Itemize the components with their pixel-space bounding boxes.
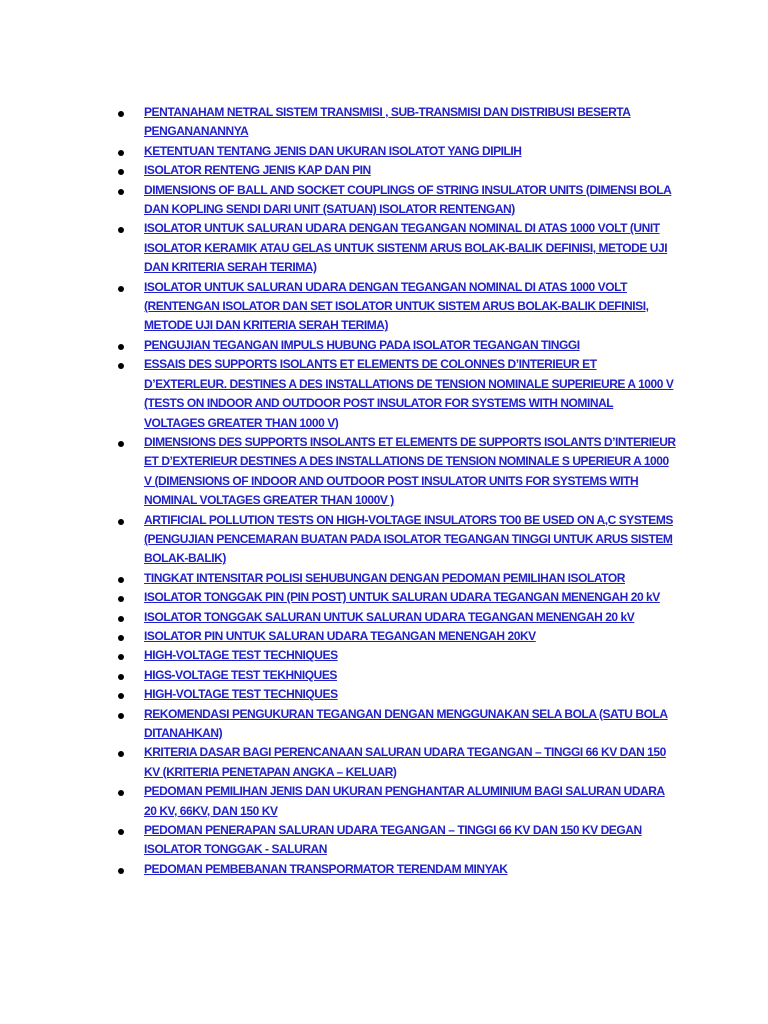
list-link[interactable]: DIMENSIONS OF BALL AND SOCKET COUPLINGS OF STRING INSULATOR UNITS (DIMENSI BOLA DAN KOPLING SENDI DARI UNIT (SATUAN) ISOLATOR RENTENGAN) (144, 182, 672, 217)
list-item (116, 782, 676, 821)
list-link[interactable]: PENTANAHAM NETRAL SISTEM TRANSMISI , SUB-TRANSMISI DAN DISTRIBUSI BESERTA PENGANANANNYA (144, 105, 631, 139)
list-item (116, 821, 676, 860)
list-item (116, 433, 676, 511)
bullet-icon (118, 363, 124, 369)
bullet-icon (118, 616, 124, 622)
list-item (116, 860, 676, 879)
bullet-icon (118, 596, 124, 602)
bullet-icon (118, 790, 124, 796)
list-link[interactable]: ESSAIS DES SUPPORTS ISOLANTS ET ELEMENTS DE COLONNES D’INTERIEUR ET D’EXTERLEUR. DESTINES A DES INSTALLATIONS DE TENSION NOMINALE SUPERIEURE A 1000 V (TESTS ON INDOOR AND OUTDOOR POST INSULATOR FOR SYSTEMS WITH NOMINAL VOLTAGES GREATER THAN 1000 V) (144, 357, 674, 430)
list-link[interactable]: ARTIFICIAL POLLUTION TESTS ON HIGH-VOLTAGE INSULATORS TO0 BE USED ON A,C SYSTEMS (PENGUJIAN PENCEMARAN BUATAN PADA ISOLATOR TEGANGAN TINGGI UNTUK ARUS SISTEM BOLAK-BALIK) (144, 512, 673, 566)
list-item (116, 142, 676, 161)
list-link[interactable]: PEDOMAN PEMILIHAN JENIS DAN UKURAN PENGHANTAR ALUMINIUM BAGI SALURAN UDARA 20 KV, 66KV, DAN 150 KV (144, 784, 665, 818)
list-link[interactable]: ISOLATOR RENTENG JENIS KAP DAN PIN (144, 163, 371, 178)
list-link[interactable]: ISOLATOR UNTUK SALURAN UDARA DENGAN TEGANGAN NOMINAL DI ATAS 1000 VOLT (RENTENGAN ISOLATOR DAN SET ISOLATOR UNTUK SISTEM ARUS BOLAK-BALIK DEFINISI, METODE UJI DAN KRITERIA SERAH TERIMA) (144, 279, 649, 333)
list-item (116, 646, 676, 665)
bullet-icon (118, 169, 124, 175)
bullet-icon (118, 286, 124, 292)
bullet-icon (118, 674, 124, 680)
standards-link-list (116, 103, 676, 879)
bullet-icon (118, 635, 124, 641)
list-item (116, 666, 676, 685)
list-item (116, 569, 676, 588)
list-item (116, 743, 676, 782)
list-link[interactable]: DIMENSIONS DES SUPPORTS INSOLANTS ET ELEMENTS DE SUPPORTS ISOLANTS D’INTERIEUR ET D’EXTERIEUR DESTINES A DES INSTALLATIONS DE TENSION NOMINALE S UPERIEUR A 1000 V (DIMENSIONS OF INDOOR AND OUTDOOR POST INSULATOR UNITS FOR SYSTEMS WITH NOMINAL VOLTAGES GREATER THAN 1000V ) (144, 434, 676, 508)
list-link[interactable]: HIGH-VOLTAGE TEST TECHNIQUES (144, 648, 338, 663)
list-item (116, 219, 676, 277)
bullet-icon (118, 441, 124, 447)
list-link[interactable]: PENGUJIAN TEGANGAN IMPULS HUBUNG PADA ISOLATOR TEGANGAN TINGGI (144, 337, 580, 352)
list-link[interactable]: TINGKAT INTENSITAR POLISI SEHUBUNGAN DENGAN PEDOMAN PEMILIHAN ISOLATOR (144, 570, 625, 585)
bullet-icon (118, 150, 124, 156)
list-item (116, 511, 676, 569)
list-link[interactable]: PEDOMAN PEMBEBANAN TRANSPORMATOR TERENDAM MINYAK (144, 861, 508, 876)
bullet-icon (118, 868, 124, 874)
list-link[interactable]: HIGH-VOLTAGE TEST TECHNIQUES (144, 687, 338, 702)
list-item (116, 161, 676, 180)
list-item (116, 705, 676, 744)
bullet-icon (118, 713, 124, 719)
list-link[interactable]: ISOLATOR TONGGAK PIN (PIN POST) UNTUK SALURAN UDARA TEGANGAN MENENGAH 20 kV (144, 590, 660, 605)
bullet-icon (118, 519, 124, 525)
list-item (116, 103, 676, 142)
bullet-icon (118, 344, 124, 350)
list-item (116, 627, 676, 646)
list-link[interactable]: ISOLATOR TONGGAK SALURAN UNTUK SALURAN UDARA TEGANGAN MENENGAH 20 kV (144, 609, 635, 624)
list-link[interactable]: KRITERIA DASAR BAGI PERENCANAAN SALURAN UDARA TEGANGAN – TINGGI 66 KV DAN 150 KV (KRITERIA PENETAPAN ANGKA – KELUAR) (144, 745, 666, 779)
bullet-icon (118, 693, 124, 699)
list-item (116, 181, 676, 220)
list-link[interactable]: KETENTUAN TENTANG JENIS DAN UKURAN ISOLATOT YANG DIPILIH (144, 143, 522, 158)
bullet-icon (118, 654, 124, 660)
list-item (116, 588, 676, 607)
list-link[interactable]: HIGS-VOLTAGE TEST TEKHNIQUES (144, 667, 337, 682)
list-item (116, 685, 676, 704)
list-link[interactable]: ISOLATOR PIN UNTUK SALURAN UDARA TEGANGAN MENENGAH 20KV (144, 628, 536, 643)
list-item (116, 355, 676, 433)
bullet-icon (118, 227, 124, 233)
bullet-icon (118, 577, 124, 583)
list-item (116, 608, 676, 627)
list-item (116, 336, 676, 355)
bullet-icon (118, 189, 124, 195)
list-link[interactable]: ISOLATOR UNTUK SALURAN UDARA DENGAN TEGANGAN NOMINAL DI ATAS 1000 VOLT (UNIT ISOLATOR KERAMIK ATAU GELAS UNTUK SISTENM ARUS BOLAK-BALIK DEFINISI, METODE UJI DAN KRITERIA SERAH TERIMA) (144, 221, 668, 275)
bullet-icon (118, 751, 124, 757)
bullet-icon (118, 111, 124, 117)
list-link[interactable]: PEDOMAN PENERAPAN SALURAN UDARA TEGANGAN – TINGGI 66 KV DAN 150 KV DEGAN ISOLATOR TONGGAK - SALURAN (144, 823, 642, 857)
bullet-icon (118, 829, 124, 835)
list-link[interactable]: REKOMENDASI PENGUKURAN TEGANGAN DENGAN MENGGUNAKAN SELA BOLA (SATU BOLA DITANAHKAN) (144, 706, 668, 740)
list-item (116, 278, 676, 336)
